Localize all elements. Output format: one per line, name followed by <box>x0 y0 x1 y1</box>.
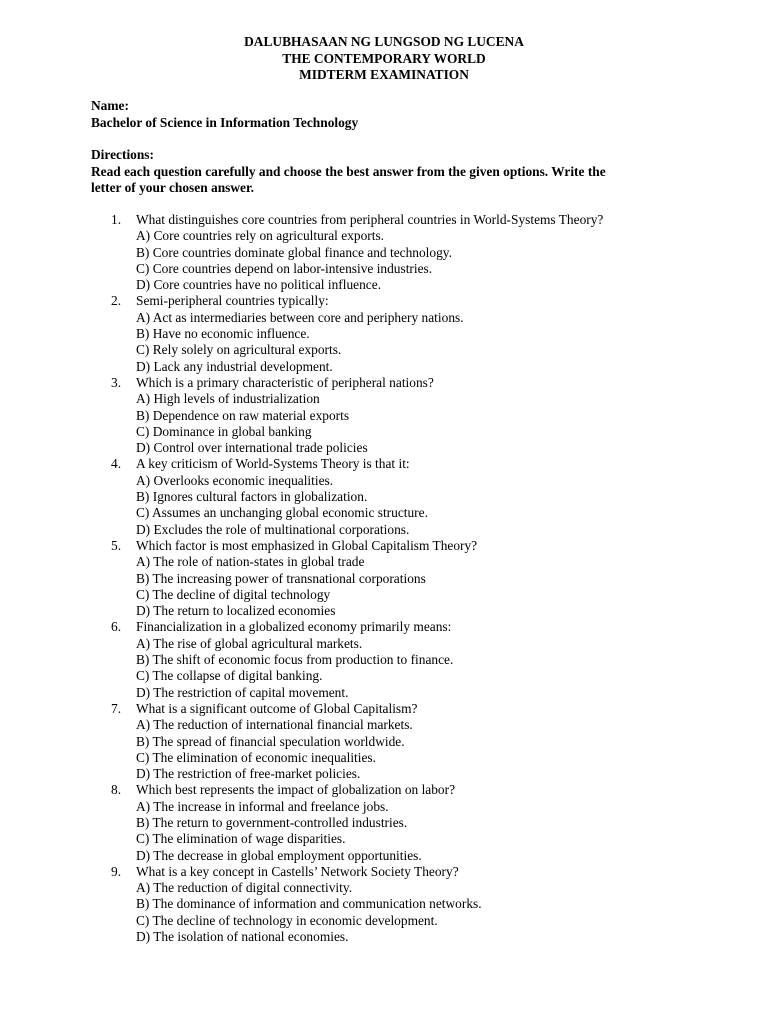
answer-option: C) The decline of digital technology <box>136 586 331 602</box>
question-number: 1. <box>111 212 122 227</box>
answer-option: D) The restriction of free-market policies. <box>136 766 361 782</box>
answer-option: C) The elimination of economic inequalities. <box>136 749 376 765</box>
answer-option: A) Act as intermediaries between core and periphery nations. <box>136 309 464 325</box>
question-item <box>0 538 768 619</box>
question-body <box>136 619 736 700</box>
question-number: 8. <box>111 782 122 798</box>
question-number: 5. <box>111 537 122 553</box>
answer-option: B) The return to government-controlled industries. <box>136 814 408 830</box>
exam-title: MIDTERM EXAMINATION <box>299 67 469 82</box>
question-body <box>136 375 736 456</box>
question-body <box>136 864 736 945</box>
answer-option: B) The spread of financial speculation worldwide. <box>136 733 405 749</box>
answer-option: C) Core countries depend on labor-intensive industries. <box>136 260 433 276</box>
question-number: 6. <box>111 619 122 635</box>
answer-option: A) The rise of global agricultural markets. <box>136 635 363 651</box>
answer-option: D) The restriction of capital movement. <box>136 684 349 700</box>
question-body <box>136 782 736 863</box>
question-text: Which is a primary characteristic of peripheral nations? <box>136 374 434 390</box>
question-body <box>136 538 736 619</box>
answer-option: C) The elimination of wage disparities. <box>136 831 346 847</box>
question-item <box>0 619 768 700</box>
answer-option: A) The reduction of international financial markets. <box>136 717 413 733</box>
answer-option: B) Have no economic influence. <box>136 326 310 342</box>
answer-option: C) Dominance in global banking <box>136 423 312 439</box>
question-number: 3. <box>111 374 122 390</box>
question-body <box>136 456 736 537</box>
document-header <box>0 34 768 84</box>
question-text: What is a key concept in Castells’ Network Society Theory? <box>136 863 459 879</box>
question-number: 4. <box>111 456 122 472</box>
program-name: Bachelor of Science in Information Technology <box>91 114 359 130</box>
question-item <box>0 864 768 945</box>
answer-option: D) Control over international trade policies <box>136 440 368 456</box>
answer-option: A) The increase in informal and freelance jobs. <box>136 798 389 814</box>
answer-option: D) Lack any industrial development. <box>136 358 333 374</box>
answer-option: B) The dominance of information and communication networks. <box>136 896 482 912</box>
question-list <box>0 212 768 945</box>
answer-option: A) High levels of industrialization <box>136 391 320 407</box>
answer-option: B) Core countries dominate global finance and technology. <box>136 244 452 260</box>
answer-option: C) Assumes an unchanging global economic structure. <box>136 505 428 521</box>
question-item <box>0 456 768 537</box>
answer-option: D) Core countries have no political influence. <box>136 277 382 293</box>
directions-line-2: letter of your chosen answer. <box>91 180 255 195</box>
student-info <box>91 98 691 131</box>
question-text: Semi-peripheral countries typically: <box>136 293 329 309</box>
question-item <box>0 782 768 863</box>
answer-option: D) The decrease in global employment opportunities. <box>136 847 422 863</box>
question-body <box>136 212 736 293</box>
directions <box>91 147 691 197</box>
answer-option: A) Core countries rely on agricultural exports. <box>136 228 385 244</box>
answer-option: D) The isolation of national economies. <box>136 929 349 945</box>
question-text: Which best represents the impact of globalization on labor? <box>136 782 456 798</box>
answer-option: A) Overlooks economic inequalities. <box>136 472 334 488</box>
question-number: 7. <box>111 700 122 716</box>
question-body <box>136 293 736 374</box>
question-number: 9. <box>111 863 122 879</box>
answer-option: B) The increasing power of transnational corporations <box>136 570 426 586</box>
answer-option: C) Rely solely on agricultural exports. <box>136 342 342 358</box>
question-text: Which factor is most emphasized in Global Capitalism Theory? <box>136 537 478 553</box>
name-label: Name: <box>91 98 129 113</box>
course-title: THE CONTEMPORARY WORLD <box>282 50 486 66</box>
question-item <box>0 212 768 293</box>
answer-option: B) Ignores cultural factors in globalization. <box>136 489 368 505</box>
answer-option: D) The return to localized economies <box>136 603 336 619</box>
question-item <box>0 375 768 456</box>
question-text: What distinguishes core countries from peripheral countries in World-Systems Theory? <box>136 212 604 227</box>
directions-line-1: Read each question carefully and choose the best answer from the given options. Write the <box>91 163 606 179</box>
question-text: Financialization in a globalized economy primarily means: <box>136 619 452 635</box>
answer-option: A) The reduction of digital connectivity. <box>136 880 353 896</box>
answer-option: C) The decline of technology in economic development. <box>136 912 438 928</box>
school-name: DALUBHASAAN NG LUNGSOD NG LUCENA <box>244 34 524 49</box>
answer-option: B) Dependence on raw material exports <box>136 407 350 423</box>
question-body <box>136 701 736 782</box>
answer-option: A) The role of nation-states in global trade <box>136 554 365 570</box>
answer-option: D) Excludes the role of multinational corporations. <box>136 521 410 537</box>
question-item <box>0 293 768 374</box>
answer-option: B) The shift of economic focus from production to finance. <box>136 652 454 668</box>
question-number: 2. <box>111 293 122 309</box>
question-item <box>0 701 768 782</box>
question-text: What is a significant outcome of Global Capitalism? <box>136 700 418 716</box>
answer-option: C) The collapse of digital banking. <box>136 668 323 684</box>
directions-label: Directions: <box>91 147 154 162</box>
question-text: A key criticism of World-Systems Theory is that it: <box>136 456 410 472</box>
